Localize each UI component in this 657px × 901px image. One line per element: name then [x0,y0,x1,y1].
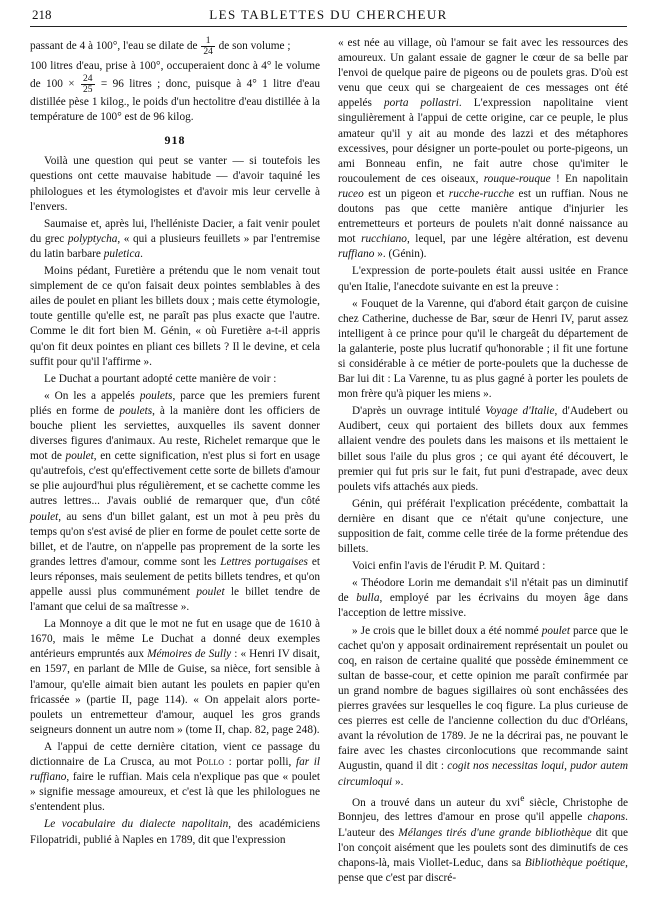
paragraph: Le Duchat a pourtant adopté cette manière de voir : [44,372,277,385]
paragraph: Voici enfin l'avis de l'érudit P. M. Quitard : [352,560,546,573]
paragraph: Saumaise et, après lui, l'helléniste Dacier, a fait venir poulet du grec polyptycha, « qui a plusieurs feuillets » par l'entremise du latin barbare puletica. [30,217,320,260]
paragraph: passant de 4 à 100°, l'eau se dilate de $\frac{1}{24}$ de son volume ; [30,36,291,57]
section-number: 918 [164,133,186,148]
paragraph: « est née au village, où l'amour se fait avec les ressources des amoureux. Un galant essaie de gagner le cœur de sa belle par l'envoi de quelque paire de pigeons ou de poulets gras. D'où est venu que ceux qui se chargeaient de ces messages ont été appelés porta pollastri. L'expression napolitaine vient singulièrement à l'appui de cette origine, car ce peuple, le plus amateur qu'il y ait au monde des lazzi et des métaphores excessives, pour désigner un porte-poulet ou porte-pigeons, un ami Bonneau enfin, ne fait autre chose qu'imiter le roucoulement de ces oiseaux, rouque-rouque ! En napolitain ruceo est un pigeon et rucche-rucche est un ruffian. Nous ne doutons pas que cette manière antique d'injurier les entremetteurs et porteurs de poulets n'ait donné naissance au mot rucchiano, lequel, par une légère altération, est devenu ruffiano ». (Génin). [338,37,629,261]
paragraph: 100 litres d'eau, prise à 100°, occuperaient donc à 4° le volume de 100 × $\frac{24}{25}$ = 96 litres ; donc, puisque à 4° 1 litre d'eau distillée pèse 1 kilog., le poids d'un hectolitre d'eau distillée à la température de 100° est de 96 kilog. [30,60,320,124]
block-quote: « Théodore Lorin me demandait s'il n'était pas un diminutif de bulla, employé par les écrivains du moyen âge dans l'acception de lettre missive. [338,577,628,620]
fraction: $\frac{1}{24}$ [203,36,213,57]
paragraph: D'après un ouvrage intitulé Voyage d'Italie, d'Audebert ou Audibert, ceux qui portaient des billets doux aux femmes allaient vendre des poulets dans les maisons et ils mettaient le billet sous l'aile du plus gros ; ce qui ayant été découvert, le premier qui fut pris sur le fait, fut puni d'estrapade, avec deux poulets vifs attachés aux pieds. [338,405,628,493]
block-quote: « Fouquet de la Varenne, qui d'abord était garçon de cuisine chez Catherine, duchesse de Bar, sœur de Henri IV, parut assez intelligent à ce prince pour qu'il le chargeât du département de la galanterie, poste plus lucratif qu'honorable ; il fit une fortune si considérable à ce métier de porte-poulets que la duchesse de Bar lui dit : La Varenne, tu as plus gagné à porter les poulets de mon frère qu'à piquer les miens ». [338,297,628,401]
block-quote: » Je crois que le billet doux a été nommé poulet parce que le cachet qu'on y apposait ordinairement représentait un poulet ou coq, en raison de certaine qualité que possède éminemment ce sultan de basse-cour, et cette opinion me paraît confirmée par un grand nombre de bagues sigillaires où sont enchâssées des pierres gravées sur lesquelles le coq figure. La plus curieuse de ces pierres est celle de l'ancienne collection du duc d'Orléans, avant la révolution de 1789. Je ne la décrirai pas, ne pouvant le faire avec les chastes circonlocutions que recommande saint Augustin, quand il dit : cogit nos necessitas loqui, pudor autem circumloqui ». [338,624,629,788]
block-quote: « On les a appelés poulets, parce que les premiers furent pliés en forme de poulets, à la manière dont les officiers de bouche plient les serviettes, auxquelles ils savent donner diverses figures d'animaux. Au reste, Richelet remarque que le mot de poulet, en cette signification, n'est plus si fort en usage qu'autrefois, c'est qu'effectivement cette sorte de billets d'amour se plie aujourd'hui plus régulièrement, et se cachette comme les autres lettres... J'avais oublié de remarquer que, d'un côté poulet, au sens d'un billet galant, est un mot à peu près du temps qu'on s'est avisé de plier en forme de poulet cette sorte de billet, et de l'autre, on n'appelle pas proprement de la sorte les grandes lettres d'amour, comme sont les Lettres portugaises et leurs réponses, mais seulement de petits billets tendres, et qu'on appelle aussi plus communément poulet le billet tendre de l'amant que celui de sa maîtresse ». [30,389,321,614]
paragraph: Le vocabulaire du dialecte napolitain, des académiciens Filopatridi, publié à Naples en 1789, dit que l'expression [30,818,320,846]
paragraph: A l'appui de cette dernière citation, vient ce passage du dictionnaire de La Crusca, au mot Pollo : portar polli, far il ruffiano, faire le ruffian. Mais cela n'explique pas que « poulet » signifie message amoureux, et c'est là que les philologues ne s'entendent plus. [30,740,320,814]
left-column [30,36,320,850]
paragraph: La Monnoye a dit que le mot ne fut en usage que de 1610 à 1670, mais le même Le Duchat a donné deux exemples antérieurs empruntés aux Mémoires de Sully : « Henri IV disait, en 1597, en parlant de Mlle de Guise, sa nièce, fort sensible à l'amour, qu'elle aimait bien autant les poulets en papier qu'en fricassée » (partie II, page 114). « On appelait alors porte-poulets un entremetteur d'amour, auquel les gros grands seigneurs donnent un autre nom » (tome II, chap. 82, page 248). [30,618,320,736]
running-title: LES TABLETTES DU CHERCHEUR [209,7,448,22]
paragraph: L'expression de porte-poulets était aussi usitée en France qu'en Italie, l'anecdote suivante en est la preuve : [338,265,628,293]
paragraph: On a trouvé dans un auteur du xvi$^e$ siècle, Christophe de Bonnjeu, des lettres d'amour en prose qu'il appelle chapons. L'auteur des Mélanges tirés d'une grande bibliothèque dit que l'on conçoit aisément que les poulets sont des diminutifs de ces chapons-là, mais Viollet-Leduc, dans sa Bibliothèque poétique, pense que c'est par discré- [338,793,629,884]
fraction: $\frac{24}{25}$ [83,74,93,96]
page-number: 218 [32,7,52,22]
paragraph: Voilà une question qui peut se vanter — si toutefois les questions ont cette mauvaise habitude — d'avoir taquiné les philologues et les étymologistes et d'avoir mis leur cervelle à l'envers. [30,155,320,213]
paragraph: Génin, qui préférait l'explication précédente, combattait la dernière en disant que ce n'était qu'une conjecture, une supposition de fait, comme celle tirée de la forme prétendue des billets. [338,497,628,556]
page-header [30,4,627,27]
paragraph: Moins pédant, Furetière a prétendu que le nom venait tout simplement de ce qu'on faisait deux pointes semblables à des ailes de poulet en pliant les billets doux ; mais cette étymologie, toute gentille qu'elle est, ne paraît pas plus exacte que l'autre. Comme le dit fort bien M. Génin, « où Furetière a-t-il appris qu'on fit deux pointes en pliant ces billets ? Il le devine, et cela suffit pour qu'il l'affirme ». [30,265,320,368]
right-column [338,36,628,888]
